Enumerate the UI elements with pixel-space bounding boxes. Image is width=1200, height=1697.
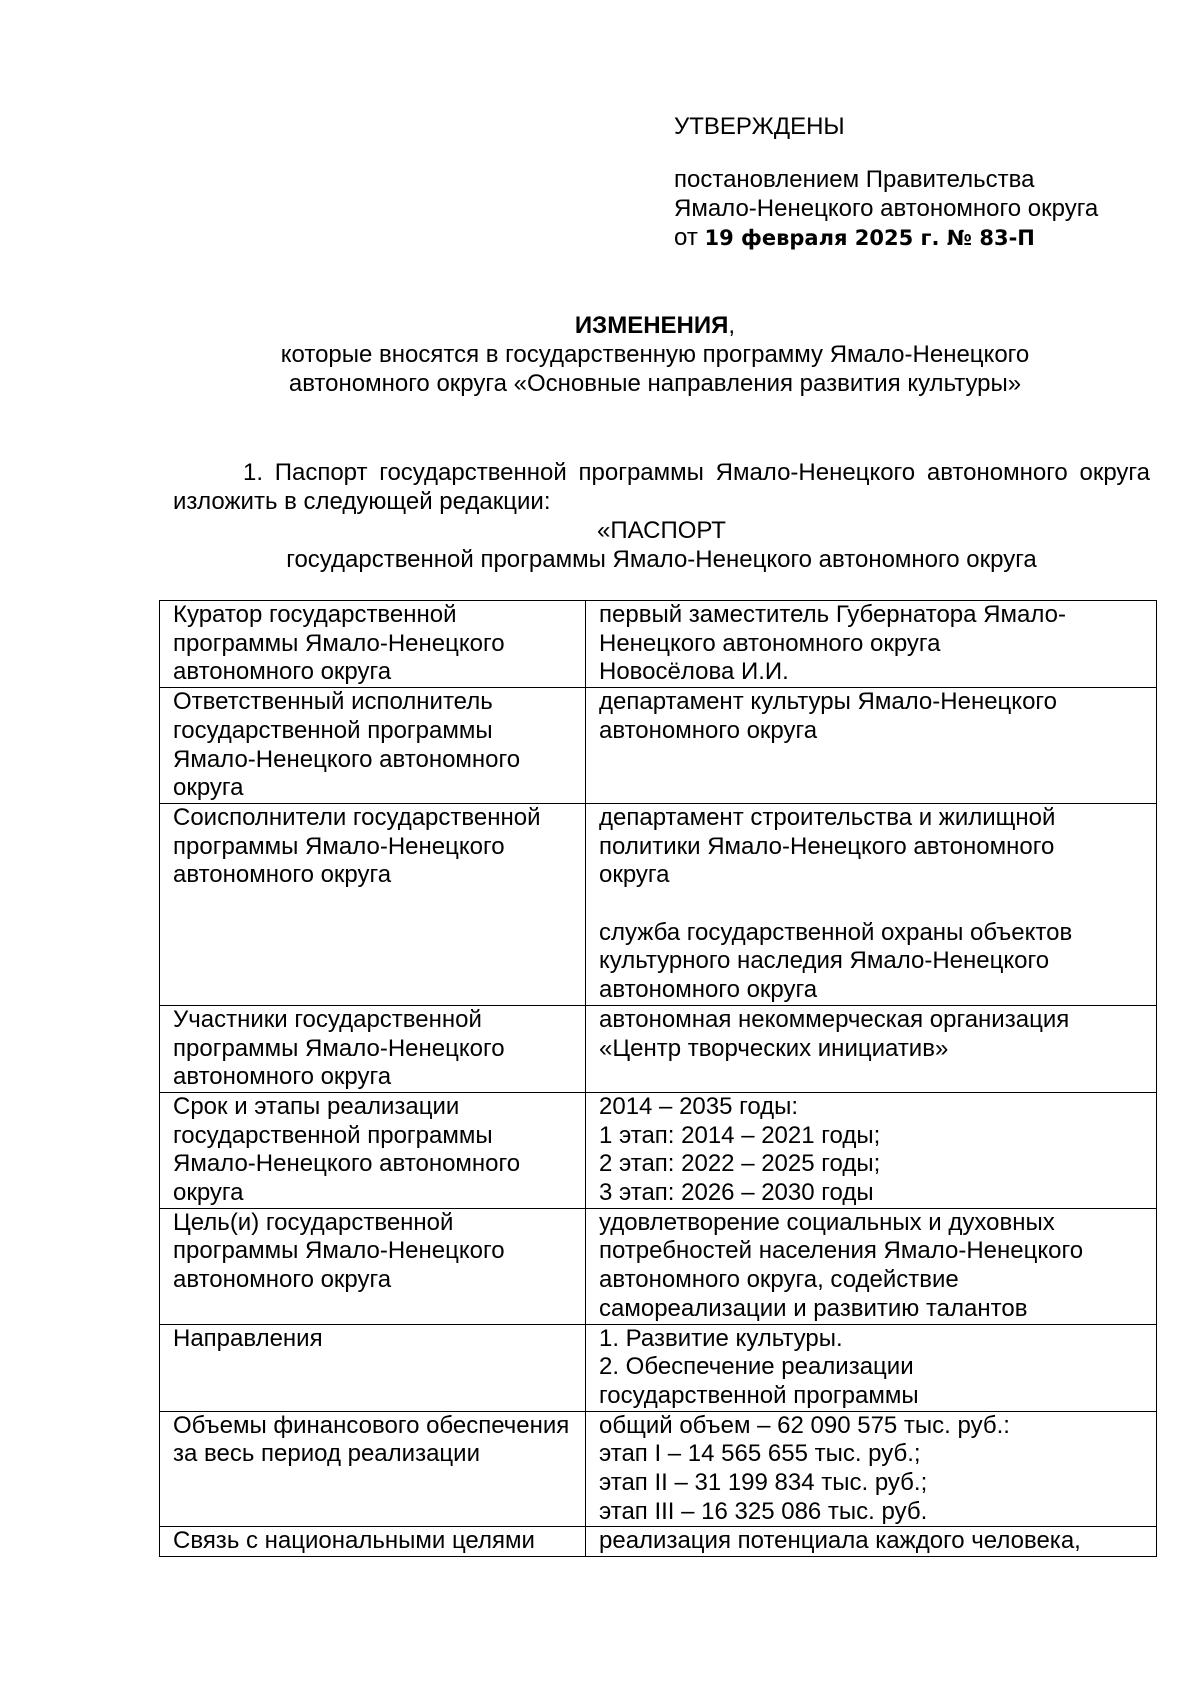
paragraph-text: 1. Паспорт государственной программы Ямало-Ненецкого автономного округа изложить в следующей редакции: bbox=[173, 459, 1150, 515]
paragraph-gap bbox=[599, 890, 1148, 919]
row-label: Направления bbox=[160, 1324, 586, 1411]
value-line: государственной программы bbox=[599, 1381, 919, 1409]
passport-title-1: «ПАСПОРТ bbox=[597, 517, 726, 544]
row-value bbox=[586, 1005, 1157, 1092]
row-value bbox=[586, 1208, 1157, 1324]
value-line: автономного округа bbox=[599, 716, 818, 744]
row-label: Соисполнители государственной программы Ямало-Ненецкого автономного округа bbox=[160, 803, 586, 1005]
value-line: общий объем – 62 090 575 тыс. руб.: bbox=[599, 1411, 1010, 1439]
heading-title: ИЗМЕНЕНИЯ bbox=[574, 312, 729, 339]
value-line: Ненецкого автономного округа bbox=[599, 629, 941, 657]
approval-date-prefix: от bbox=[674, 224, 698, 251]
heading-comma: , bbox=[728, 312, 736, 339]
approval-title: УТВЕРЖДЕНЫ bbox=[674, 113, 845, 140]
value-line: удовлетворение социальных и духовных bbox=[599, 1208, 1055, 1236]
row-label: Участники государственной программы Ямало-Ненецкого автономного округа bbox=[160, 1005, 586, 1092]
table-row bbox=[160, 1411, 1157, 1527]
passport-title-2: государственной программы Ямало-Ненецкого автономного округа bbox=[286, 546, 1037, 573]
row-label: Ответственный исполнитель государственной программы Ямало-Ненецкого автономного округа bbox=[160, 688, 586, 804]
approval-date: 19 февраля 2025 г. № 83-П bbox=[704, 226, 1035, 250]
value-line: потребностей населения Ямало-Ненецкого bbox=[599, 1237, 1084, 1265]
value-line: Новосёлова И.И. bbox=[599, 658, 789, 686]
row-label: Цель(и) государственной программы Ямало-Ненецкого автономного округа bbox=[160, 1208, 586, 1324]
table-row bbox=[160, 803, 1157, 1005]
row-label: Срок и этапы реализации государственной программы Ямало-Ненецкого автономного округа bbox=[160, 1092, 586, 1208]
value-line: 3 этап: 2026 – 2030 годы bbox=[599, 1179, 874, 1207]
table-row bbox=[160, 688, 1157, 804]
value-line: этап III – 16 325 086 тыс. руб. bbox=[599, 1497, 928, 1525]
row-label: Связь с национальными целями bbox=[160, 1527, 586, 1557]
value-line: автономного округа bbox=[599, 976, 818, 1004]
value-line: этап I – 14 565 655 тыс. руб.; bbox=[599, 1440, 921, 1468]
document-heading bbox=[160, 311, 1150, 398]
value-line: первый заместитель Губернатора Ямало- bbox=[599, 601, 1066, 628]
heading-line-2: автономного округа «Основные направления развития культуры» bbox=[288, 370, 1022, 397]
table-row bbox=[160, 1092, 1157, 1208]
value-line: «Центр творческих инициатив» bbox=[599, 1034, 949, 1062]
value-line: 1 этап: 2014 – 2021 годы; bbox=[599, 1121, 881, 1149]
row-value bbox=[586, 1324, 1157, 1411]
value-line: округа bbox=[599, 861, 670, 889]
value-line: реализация потенциала каждого человека, bbox=[599, 1527, 1081, 1555]
table-row bbox=[160, 601, 1157, 688]
value-line: автономного округа, содействие bbox=[599, 1266, 959, 1294]
passport-table bbox=[159, 600, 1157, 1557]
value-line: политики Ямало-Ненецкого автономного bbox=[599, 832, 1055, 860]
row-value bbox=[586, 1092, 1157, 1208]
row-label: Куратор государственной программы Ямало-Ненецкого автономного округа bbox=[160, 601, 586, 688]
value-line: 2014 – 2035 годы: bbox=[599, 1092, 799, 1120]
value-line: самореализации и развитию талантов bbox=[599, 1294, 1028, 1322]
value-line: служба государственной охраны объектов bbox=[599, 918, 1073, 946]
value-line: департамент строительства и жилищной bbox=[599, 803, 1056, 831]
table-row bbox=[160, 1208, 1157, 1324]
body-paragraph bbox=[173, 458, 1150, 574]
heading-title-line bbox=[160, 311, 1150, 340]
table-row bbox=[160, 1324, 1157, 1411]
table-row bbox=[160, 1005, 1157, 1092]
approval-line-1: постановлением Правительства bbox=[674, 166, 1035, 193]
table-row bbox=[160, 1527, 1157, 1557]
value-line: 1. Развитие культуры. bbox=[599, 1324, 843, 1352]
value-line: департамент культуры Ямало-Ненецкого bbox=[599, 688, 1057, 716]
heading-line-1: которые вносятся в государственную программу Ямало-Ненецкого bbox=[280, 341, 1030, 368]
approval-date-line bbox=[674, 223, 1164, 253]
approval-block bbox=[674, 112, 1164, 253]
row-value bbox=[586, 1411, 1157, 1527]
value-line: этап II – 31 199 834 тыс. руб.; bbox=[599, 1469, 928, 1497]
row-value bbox=[586, 1527, 1157, 1557]
approval-line-2: Ямало-Ненецкого автономного округа bbox=[674, 195, 1099, 222]
value-line: автономная некоммерческая организация bbox=[599, 1005, 1070, 1033]
row-value bbox=[586, 803, 1157, 1005]
value-line: культурного наследия Ямало-Ненецкого bbox=[599, 947, 1050, 975]
row-label: Объемы финансового обеспечения за весь период реализации bbox=[160, 1411, 586, 1527]
row-value bbox=[586, 601, 1157, 688]
value-line: 2. Обеспечение реализации bbox=[599, 1353, 914, 1381]
row-value bbox=[586, 688, 1157, 804]
value-line: 2 этап: 2022 – 2025 годы; bbox=[599, 1150, 881, 1178]
